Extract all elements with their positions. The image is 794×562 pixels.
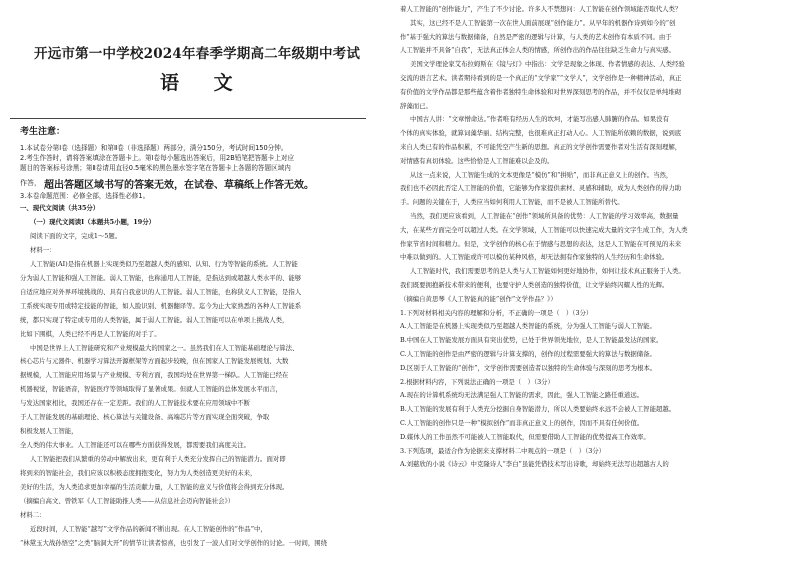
right-lines-22: （摘编自黄思琴《人工智能真的能“创作”文学作品？》） bbox=[400, 294, 557, 303]
right-lines-2: 其实，这已经不是人工智能第一次在世人面前展现“创作能力”。从早年的机器作诗到如今的“创 bbox=[410, 18, 676, 27]
right-lines-13: 从这一点来说，人工智能生成的文本更像是“模仿”和“拼贴”，而非真正意义上的创作。当然， bbox=[410, 170, 673, 179]
right-lines-19: 中难以做到的。人工智能或许可以模仿某种风格，却无法拥有作家独特的人生经历和生命体验。 bbox=[400, 253, 669, 262]
notice-line-2: 2.考生作答时，请将答案填涂在答题卡上。第Ⅰ卷每小题选出答案后，用2B铅笔把答题卡上对应 bbox=[20, 154, 295, 162]
left-lines-2: （一）现代文阅读Ⅰ（本题共5小题，19分） bbox=[30, 217, 155, 226]
left-lines-15: 与发达国家相比，我国还存在一定差距。我们的人工智能技术要在应用领域中不断 bbox=[20, 399, 251, 408]
right-lines-3: 作”基于强大的算法与数据储备，自然是严密的逻辑与计算，与人类的艺术创作有本质不同。由于 bbox=[400, 32, 672, 41]
left-lines-19: 人工智能把我们从繁重的劳动中解放出来，更有利于人类充分发挥自己的智能潜力。面对即 bbox=[30, 455, 286, 464]
right-lines-31: C.人工智能的创作只是一种“模拟创作”而非真正意义上的创作，因而不具有任何价值。 bbox=[400, 419, 644, 427]
right-lines-24: A.人工智能是在机器上实现类似乃至超越人类智能的系统，分为强人工智能与弱人工智能。 bbox=[400, 322, 656, 331]
left-lines-16: 于人工智能发展的基础理论、核心算法与关键设备、高端芯片等方面实现全面突破，争取 bbox=[20, 413, 270, 422]
left-lines-22: （摘编自高文、曾铁军《人工智能助推人类——从信息社会迈向智能社会》） bbox=[20, 496, 235, 505]
right-lines-34: A.刘慈欣的小说《诗云》中克隆诗人“李白”虽能凭借技术写出诗歌，却始终无法写出超越古人的 bbox=[400, 460, 669, 469]
right-lines-17: 大，在某些方面完全可以超过人类。在文学领域，人工智能可以快速完成大量的文字生成工作，为人类 bbox=[400, 225, 688, 234]
right-lines-25: B.中国在人工智能发展方面具有突出优势，已处于世界领先地位，是人工智能最发达的国家。 bbox=[400, 336, 663, 345]
subject-title: 语 文 bbox=[160, 72, 247, 94]
right-lines-23: 1.下列对材料相关内容的理解和分析，不正确的一项是（ ）（3分） bbox=[400, 308, 593, 317]
left-lines-3: 阅读下面的文字，完成1～5题。 bbox=[30, 231, 122, 240]
right-lines-33: 3.下列选项，最适合作为论据来支撑材料二中观点的一项是（ ）（3分） bbox=[400, 446, 606, 455]
right-lines-6: 交流的语言艺术。读者期待看到的是一个真正的“文学家”“文学人”，文学创作是一种精神活动，真正 bbox=[400, 74, 682, 82]
right-lines-1: 着人工智能的“创作能力”，产生了不少讨论。许多人不禁想问：人工智能在创作领域能否取代人类？ bbox=[400, 5, 682, 13]
right-lines-18: 作家节省时间和精力。但是，文学创作的核心在于情感与思想的表达，这是人工智能在可预见的未来 bbox=[400, 239, 682, 248]
left-lines-12: 核心芯片与元器件、机器学习算法开源框架等方面起步较晚，但在国家人工智能发展规划、大数 bbox=[20, 357, 289, 366]
left-lines-18: 全人类的伟大事业。人工智能还可以在哪些方面获得发展，都需要我们高度关注。 bbox=[20, 441, 251, 450]
left-lines-8: 工系统实现专用或特定技能的智能，如人脸识别、机器翻译等。迄今为止大家熟悉的各种人工智能系 bbox=[20, 301, 302, 310]
right-lines-30: B.人工智能的发展有利于人类充分挖掘自身智能潜力，所以人类要始终永远不会被人工智能超越。 bbox=[400, 405, 676, 414]
left-lines-17: 积极发展人工智能， bbox=[20, 427, 78, 436]
right-lines-7: 有价值的文学作品都是那些蕴含着作者独特生命体验和对世界深刻思考的作品，并不仅仅是单纯堆砌 bbox=[400, 87, 682, 96]
left-lines-4: 材料一： bbox=[30, 245, 56, 254]
left-lines-7: 自适应地应对外界环境挑战的、具有自我意识的人工智能。弱人工智能，也称狭义人工智能，是指人 bbox=[20, 287, 302, 296]
right-lines-14: 我们也不必因此否定人工智能的价值，它能够为作家提供素材、灵感和辅助，成为人类创作的得力助 bbox=[400, 184, 682, 193]
right-lines-5: 美国文学理论家艾布拉姆斯在《镜与灯》中指出：文学是现象之体现、作者情感的表达、人类经验 bbox=[410, 60, 685, 69]
left-lines-1: 一、现代文阅读（共35分） bbox=[20, 204, 100, 212]
notice-line-1: 1.本试卷分第Ⅰ卷（选择题）和第Ⅱ卷（非选择题）两部分，满分150分，考试时间150分钟。 bbox=[20, 144, 288, 152]
notice-line-3: 题目的答案标号涂黑；第Ⅱ卷请用直径0.5毫米的黑色墨水签字笔在答题卡上各题的答题区域内 bbox=[20, 164, 291, 172]
right-lines-28: 2.根据材料内容，下列说法正确的一项是（ ）（3分） bbox=[400, 377, 554, 386]
right-lines-4: 人工智能并不具备“自我”，无法真正体会人类的情感，所创作出的作品往往缺乏生命力与真实感。 bbox=[400, 46, 675, 55]
right-lines-15: 手。问题的关键在于，人类应当如何利用人工智能，而不是被人工智能所替代。 bbox=[400, 198, 624, 207]
notice-line-4: 3.本卷命题范围：必修全部，选择性必修1。 bbox=[20, 192, 150, 200]
right-lines-26: C.人工智能的创作是由严密的逻辑与计算支撑的，创作的过程需要强大的算法与数据储备。 bbox=[400, 350, 656, 358]
right-lines-21: 我们既要拥抱新技术带来的便利，也要守护人类创造的独特价值，让文学始终闪耀人性的光辉。 bbox=[400, 281, 669, 289]
left-lines-13: 据规模，人工智能应用场景与产业规模、专利方面，我国均处在世界第一梯队。人工智能已经在 bbox=[20, 371, 289, 380]
left-lines-20: 将到来的智能社会，我们应该以积极态度拥抱变化，努力为人类创造更美好的未来， bbox=[20, 469, 257, 478]
notice-emph-prefix: 作答， bbox=[20, 179, 41, 187]
left-lines-10: 比如下围棋，人类已经不再是人工智能的对手了。 bbox=[20, 329, 161, 338]
left-lines-25: “林黛玉大战孙悟空”之类“脑洞大开”的情节让读者惊喜，也引发了一波人们对文学创作的讨论。一时间，围绕 bbox=[20, 538, 328, 547]
right-lines-29: A.现在的计算机系统均无法满足强人工智能的需求，因此，强人工智能之路任重道远。 bbox=[400, 391, 644, 400]
exam-title: 开远市第一中学校2024年春季学期高二年级期中考试 bbox=[34, 46, 361, 62]
notice-heading: 考生注意： bbox=[20, 127, 66, 137]
left-lines-23: 材料二： bbox=[20, 510, 46, 519]
left-lines-11: 中国是世界上人工智能研究和产业规模最大的国家之一。虽然我们在人工智能基础理论与算法、 bbox=[30, 343, 299, 352]
right-lines-8: 辞藻而已。 bbox=[400, 101, 432, 110]
left-lines-21: 美好的生活，为人类追求更加幸福的生活贡献力量，人工智能的意义与价值将会得到充分体现。 bbox=[20, 483, 289, 491]
right-lines-20: 人工智能时代，我们需要思考的是人类与人工智能如何更好地协作，如何让技术真正服务于人类。 bbox=[410, 267, 685, 276]
right-lines-16: 当然，我们更应该看到，人工智能在“创作”领域所具备的优势：人工智能的学习效率高，数据量 bbox=[410, 212, 679, 220]
right-lines-10: 个体的真实体验，就算词藻华丽、结构完整，也很难真正打动人心。人工智能所依赖的数据，说到底 bbox=[400, 129, 682, 138]
right-lines-12: 对情感有真切体验。这些恰恰是人工智能难以企及的。 bbox=[400, 156, 554, 165]
left-lines-24: 近段时间，人工智能“越写”文学作品的新闻不断出现。在人工智能创作的“作品”中， bbox=[30, 524, 267, 533]
right-lines-9: 中国古人讲：“文章憎命达。”作者唯有经历人生的坎坷，才能写出感人肺腑的作品。如果没有 bbox=[410, 115, 669, 124]
left-lines-6: 分为弱人工智能和强人工智能。弱人工智能，也称通用人工智能，是指达到或超越人类水平的、能够 bbox=[20, 273, 302, 282]
notice-emphasis: 超出答题区域书写的答案无效，在试卷、草稿纸上作答无效。 bbox=[44, 180, 314, 191]
right-lines-32: D.媒体人的工作虽然不可能被人工智能取代，但需要借助人工智能的优势提高工作效率。 bbox=[400, 432, 650, 441]
left-lines-9: 统，都只实现了特定或专用的人类智能，属于弱人工智能。弱人工智能可以在单项上挑战人类， bbox=[20, 315, 289, 324]
divider bbox=[10, 118, 366, 119]
left-lines-14: 机器视觉，智能语音，智能医疗等领域取得了显著成果。但就人工智能的总体发展水平而言， bbox=[20, 385, 283, 394]
right-lines-27: D.区别于人工智能的“创作”，文学创作需要创造者以独特的生命体验与深刻的思考为根本。 bbox=[400, 363, 657, 372]
left-lines-5: 人工智能(AI)是指在机器上实现类似乃至超越人类的感知、认知、行为等智能的系统。人工智能 bbox=[30, 259, 298, 268]
right-lines-11: 来自人类已有的作品积累，不可能凭空产生新的思想。真正的文学创作需要作者对生活有深刻理解， bbox=[400, 143, 682, 151]
